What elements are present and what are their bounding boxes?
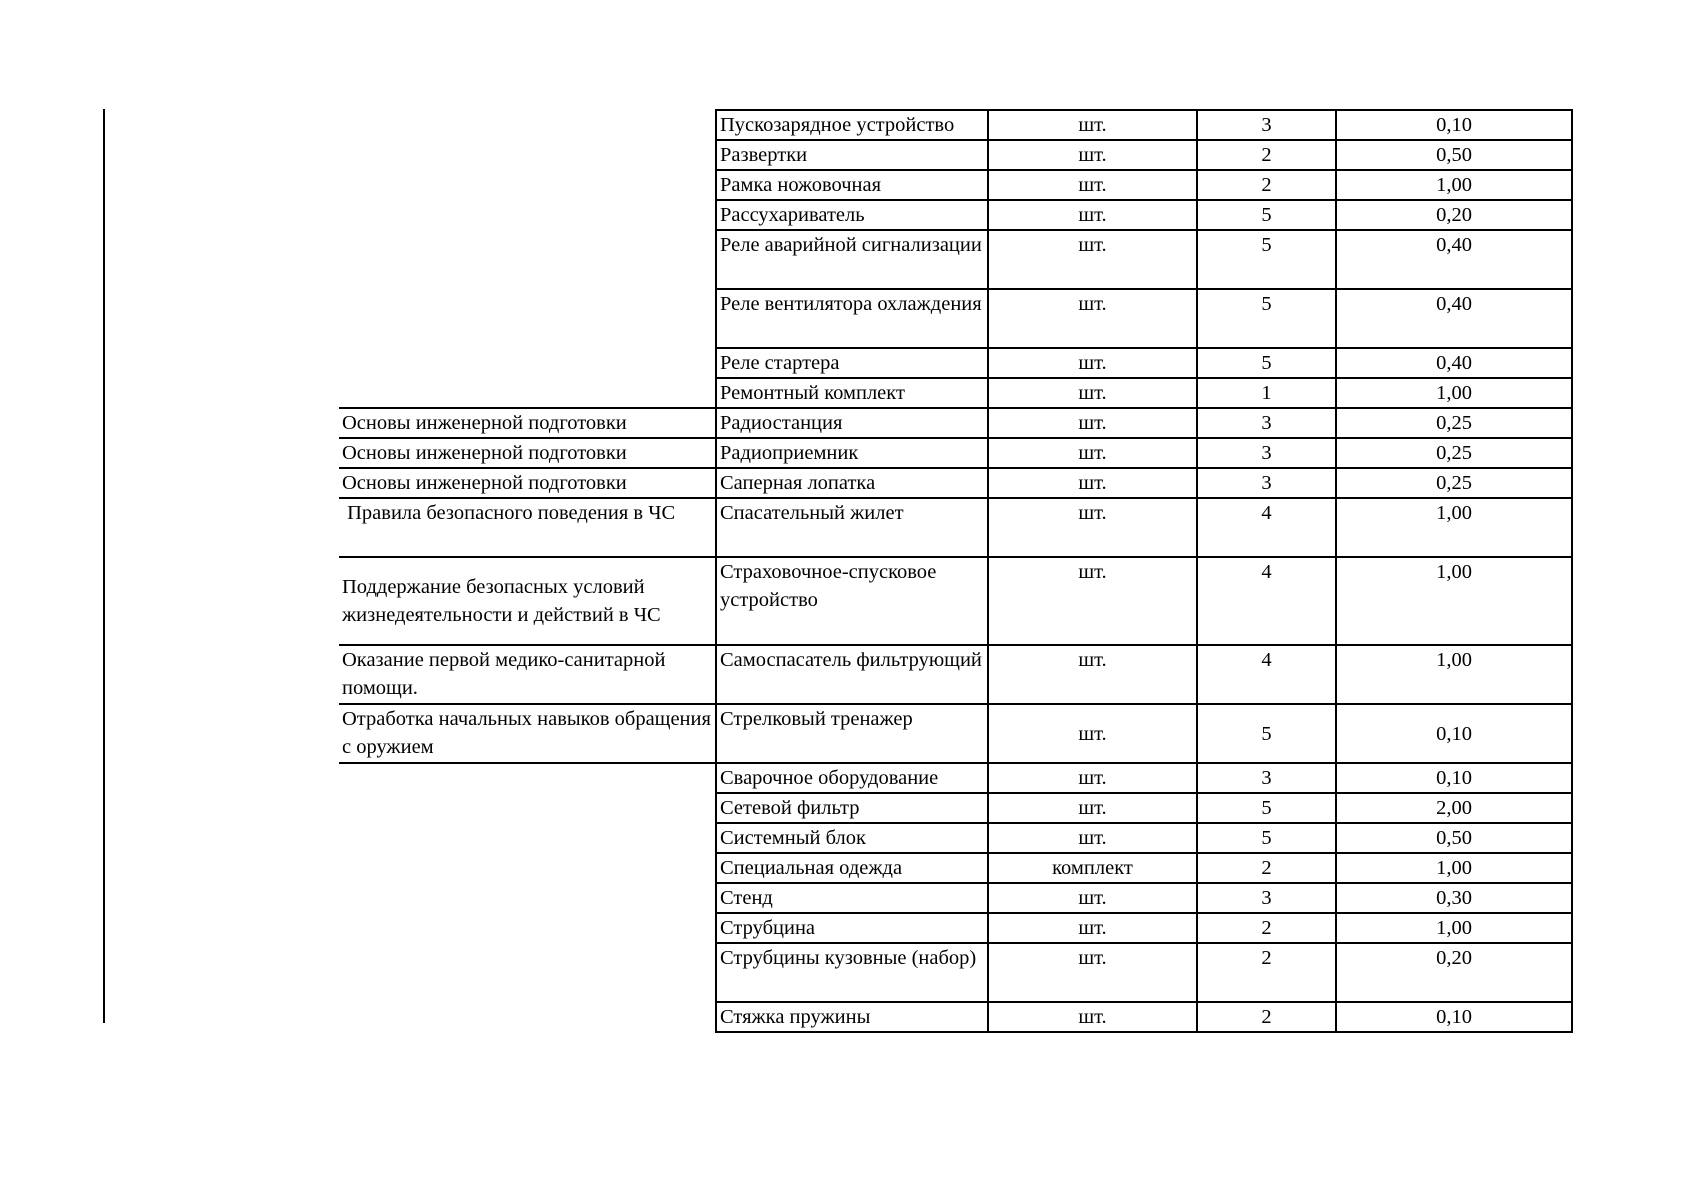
qty-cell: 3	[1197, 763, 1336, 793]
norm-cell: 0,50	[1336, 140, 1572, 170]
qty-cell: 4	[1197, 557, 1336, 645]
item-cell: Страховочное-спусковое устройство	[716, 557, 988, 645]
table-row	[339, 498, 1572, 557]
norm-cell: 0,40	[1336, 289, 1572, 348]
equipment-table	[339, 109, 1573, 1033]
qty-cell: 5	[1197, 704, 1336, 763]
table-row	[339, 645, 1572, 704]
item-cell: Стрелковый тренажер	[716, 704, 988, 763]
item-cell: Рассухариватель	[716, 200, 988, 230]
topic-cell: Поддержание безопасных условий жизнедеятельности и действий в ЧС	[339, 557, 716, 645]
topic-cell: Основы инженерной подготовки	[339, 468, 716, 498]
qty-cell: 4	[1197, 645, 1336, 704]
table-row	[339, 468, 1572, 498]
norm-cell: 1,00	[1336, 645, 1572, 704]
unit-cell: шт.	[988, 1002, 1197, 1032]
unit-cell: шт.	[988, 943, 1197, 1002]
unit-cell: комплект	[988, 853, 1197, 883]
unit-cell: шт.	[988, 348, 1197, 378]
qty-cell: 5	[1197, 289, 1336, 348]
norm-cell: 0,10	[1336, 1002, 1572, 1032]
item-cell: Радиостанция	[716, 408, 988, 438]
norm-cell: 1,00	[1336, 498, 1572, 557]
norm-cell: 2,00	[1336, 793, 1572, 823]
item-cell: Сетевой фильтр	[716, 793, 988, 823]
left-margin-line	[103, 109, 105, 1023]
qty-cell: 3	[1197, 408, 1336, 438]
unit-cell: шт.	[988, 704, 1197, 763]
item-cell: Рамка ножовочная	[716, 170, 988, 200]
item-cell: Струбцины кузовные (набор)	[716, 943, 988, 1002]
norm-cell: 1,00	[1336, 853, 1572, 883]
unit-cell: шт.	[988, 645, 1197, 704]
item-cell: Реле вентилятора охлаждения	[716, 289, 988, 348]
item-cell: Специальная одежда	[716, 853, 988, 883]
item-cell: Ремонтный комплект	[716, 378, 988, 408]
topic-cell: Основы инженерной подготовки	[339, 408, 716, 438]
norm-cell: 1,00	[1336, 378, 1572, 408]
qty-cell: 1	[1197, 378, 1336, 408]
qty-cell: 2	[1197, 853, 1336, 883]
qty-cell: 5	[1197, 348, 1336, 378]
item-cell: Спасательный жилет	[716, 498, 988, 557]
table-row	[339, 110, 1572, 140]
table-row	[339, 763, 1572, 793]
qty-cell: 4	[1197, 498, 1336, 557]
item-cell: Стяжка пружины	[716, 1002, 988, 1032]
norm-cell: 0,25	[1336, 468, 1572, 498]
norm-cell: 1,00	[1336, 913, 1572, 943]
unit-cell: шт.	[988, 230, 1197, 289]
unit-cell: шт.	[988, 763, 1197, 793]
qty-cell: 3	[1197, 883, 1336, 913]
topic-cell	[339, 763, 716, 1032]
qty-cell: 2	[1197, 943, 1336, 1002]
qty-cell: 5	[1197, 230, 1336, 289]
unit-cell: шт.	[988, 823, 1197, 853]
norm-cell: 0,25	[1336, 438, 1572, 468]
norm-cell: 0,20	[1336, 200, 1572, 230]
norm-cell: 0,30	[1336, 883, 1572, 913]
unit-cell: шт.	[988, 793, 1197, 823]
item-cell: Самоспасатель фильтрующий	[716, 645, 988, 704]
unit-cell: шт.	[988, 170, 1197, 200]
unit-cell: шт.	[988, 498, 1197, 557]
qty-cell: 5	[1197, 200, 1336, 230]
table-row	[339, 408, 1572, 438]
topic-cell	[339, 110, 716, 408]
item-cell: Саперная лопатка	[716, 468, 988, 498]
norm-cell: 0,50	[1336, 823, 1572, 853]
unit-cell: шт.	[988, 438, 1197, 468]
item-cell: Реле аварийной сигнализации	[716, 230, 988, 289]
unit-cell: шт.	[988, 883, 1197, 913]
item-cell: Радиоприемник	[716, 438, 988, 468]
item-cell: Струбцина	[716, 913, 988, 943]
table-row	[339, 438, 1572, 468]
unit-cell: шт.	[988, 378, 1197, 408]
norm-cell: 0,25	[1336, 408, 1572, 438]
qty-cell: 2	[1197, 140, 1336, 170]
qty-cell: 5	[1197, 793, 1336, 823]
item-cell: Пускозарядное устройство	[716, 110, 988, 140]
table-row	[339, 557, 1572, 645]
norm-cell: 0,40	[1336, 230, 1572, 289]
topic-cell: Основы инженерной подготовки	[339, 438, 716, 468]
qty-cell: 3	[1197, 468, 1336, 498]
topic-cell: Отработка начальных навыков обращения с оружием	[339, 704, 716, 763]
unit-cell: шт.	[988, 289, 1197, 348]
unit-cell: шт.	[988, 110, 1197, 140]
norm-cell: 1,00	[1336, 557, 1572, 645]
item-cell: Стенд	[716, 883, 988, 913]
qty-cell: 3	[1197, 110, 1336, 140]
unit-cell: шт.	[988, 913, 1197, 943]
norm-cell: 0,20	[1336, 943, 1572, 1002]
qty-cell: 2	[1197, 170, 1336, 200]
unit-cell: шт.	[988, 468, 1197, 498]
item-cell: Развертки	[716, 140, 988, 170]
qty-cell: 3	[1197, 438, 1336, 468]
item-cell: Реле стартера	[716, 348, 988, 378]
unit-cell: шт.	[988, 140, 1197, 170]
norm-cell: 1,00	[1336, 170, 1572, 200]
unit-cell: шт.	[988, 408, 1197, 438]
qty-cell: 2	[1197, 1002, 1336, 1032]
item-cell: Системный блок	[716, 823, 988, 853]
norm-cell: 0,40	[1336, 348, 1572, 378]
topic-cell: Правила безопасного поведения в ЧС	[339, 498, 716, 557]
table-row	[339, 704, 1572, 763]
norm-cell: 0,10	[1336, 110, 1572, 140]
norm-cell: 0,10	[1336, 763, 1572, 793]
item-cell: Сварочное оборудование	[716, 763, 988, 793]
unit-cell: шт.	[988, 200, 1197, 230]
qty-cell: 2	[1197, 913, 1336, 943]
norm-cell: 0,10	[1336, 704, 1572, 763]
unit-cell: шт.	[988, 557, 1197, 645]
topic-cell: Оказание первой медико-санитарной помощи.	[339, 645, 716, 704]
qty-cell: 5	[1197, 823, 1336, 853]
